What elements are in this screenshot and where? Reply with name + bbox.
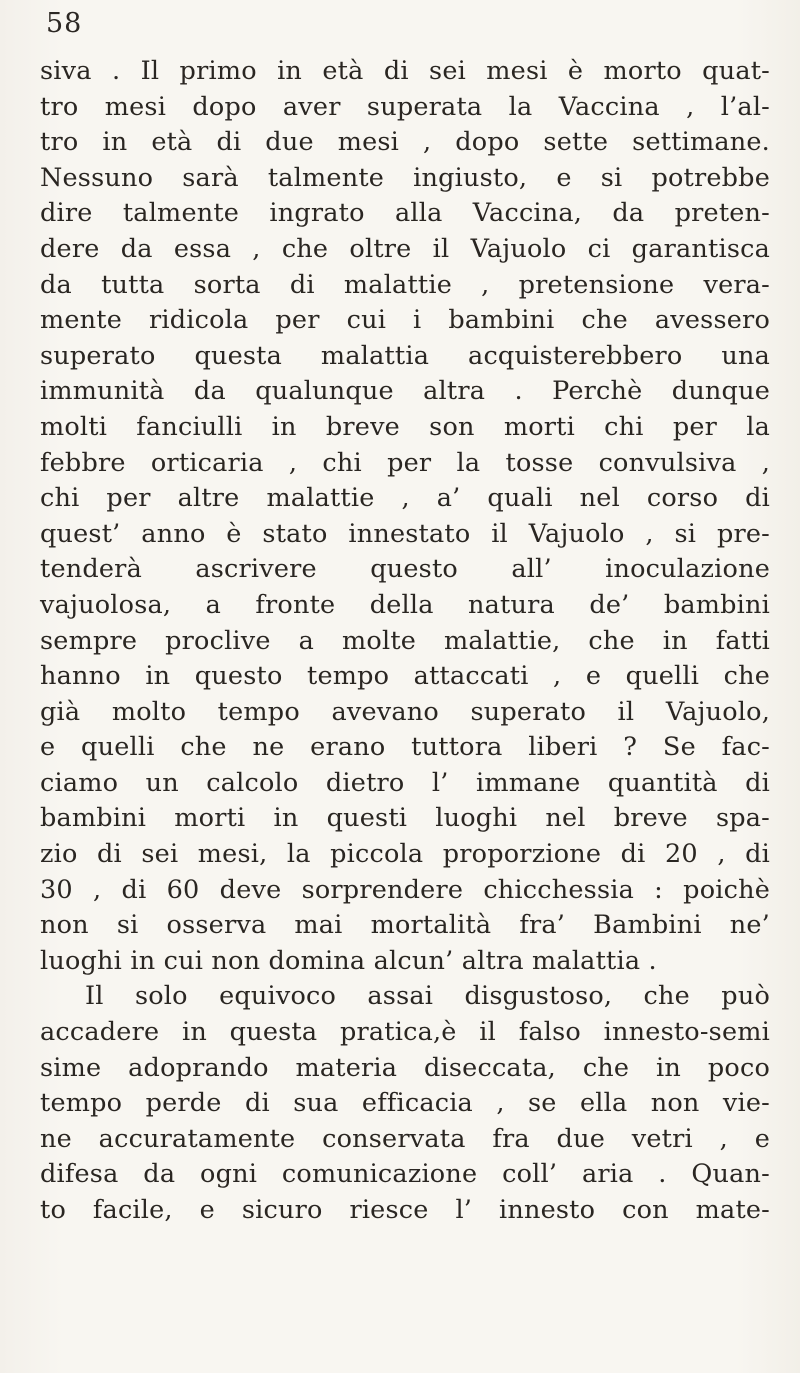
text-line: Il solo equivoco assai disgustoso, che può <box>85 981 770 1012</box>
text-line: hanno in questo tempo attaccati , e quelli che <box>40 661 770 692</box>
text-line: e quelli che ne erano tuttora liberi ? Se fac- <box>40 732 770 763</box>
text-line: tro mesi dopo aver superata la Vaccina , l’al- <box>40 91 770 122</box>
text-line: sempre proclive a molte malattie, che in fatti <box>40 625 770 656</box>
text-line: molti fanciulli in breve son morti chi per la <box>40 411 770 442</box>
text-line: dere da essa , che oltre il Vajuolo ci garantisca <box>40 233 770 264</box>
text-line: superato questa malattia acquisterebbero una <box>40 340 770 371</box>
text-line: ciamo un calcolo dietro l’ immane quantità di <box>40 767 770 798</box>
text-line: ne accuratamente conservata fra due vetri , e <box>40 1123 770 1154</box>
text-line: Nessuno sarà talmente ingiusto, e si potrebbe <box>40 162 770 193</box>
page-number: 58 <box>46 8 83 39</box>
text-line: tenderà ascrivere questo all’ inoculazione <box>40 554 770 585</box>
text-line: non si osserva mai mortalità fra’ Bambini ne’ <box>40 910 770 941</box>
text-line: quest’ anno è stato innestato il Vajuolo , si pre- <box>40 518 770 549</box>
text-line: mente ridicola per cui i bambini che avessero <box>40 305 770 336</box>
text-line: zio di sei mesi, la piccola proporzione di 20 , di <box>40 839 770 870</box>
text-line: vajuolosa, a fronte della natura de’ bambini <box>40 589 770 620</box>
text-line: immunità da qualunque altra . Perchè dunque <box>40 376 770 407</box>
text-line: già molto tempo avevano superato il Vajuolo, <box>40 696 770 727</box>
text-line: bambini morti in questi luoghi nel breve spa- <box>40 803 770 834</box>
body-text <box>40 54 770 1229</box>
text-line: tempo perde di sua efficacia , se ella non vie- <box>40 1088 770 1119</box>
text-line: tro in età di due mesi , dopo sette settimane. <box>40 127 770 158</box>
text-line: to facile, e sicuro riesce l’ innesto con mate- <box>40 1195 770 1225</box>
text-line: siva . Il primo in età di sei mesi è morto quat- <box>40 56 770 86</box>
text-line: sime adoprando materia diseccata, che in poco <box>40 1052 770 1083</box>
text-line: dire talmente ingrato alla Vaccina, da preten- <box>40 198 770 229</box>
text-line: accadere in questa pratica,è il falso innesto-semi <box>40 1017 770 1048</box>
text-line: difesa da ogni comunicazione coll’ aria . Quan- <box>40 1159 770 1190</box>
text-line: chi per altre malattie , a’ quali nel corso di <box>40 483 770 514</box>
text-line: 30 , di 60 deve sorprendere chicchessia : poichè <box>40 874 770 905</box>
text-line: febbre orticaria , chi per la tosse convulsiva , <box>40 447 770 478</box>
text-line: da tutta sorta di malattie , pretensione vera- <box>40 269 770 300</box>
text-line: luoghi in cui non domina alcun’ altra malattia . <box>40 945 657 976</box>
